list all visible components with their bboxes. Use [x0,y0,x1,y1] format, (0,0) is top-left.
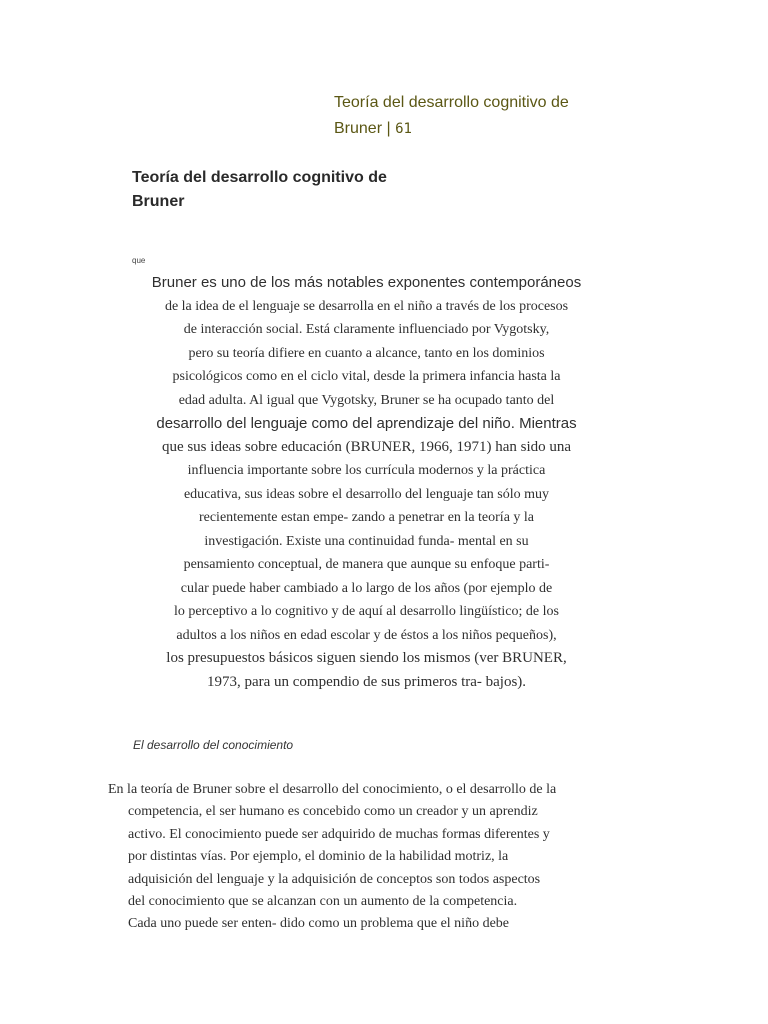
paragraph-1-line: que sus ideas sobre educación (BRUNER, 1966, 1971) han sido una [161,438,572,455]
paragraph-1-line: los presupuestos básicos siguen siendo los mismos (ver BRUNER, [166,650,567,666]
paragraph-1-line: recientemente estan empe- zando a penetrar en la teoría y la [198,510,535,525]
paragraph-2-line: por distintas vías. Por ejemplo, el dominio de la habilidad motriz, la [128,849,509,865]
paragraph-2-line: competencia, el ser humano es concebido como un creador y un aprendiz [128,804,538,820]
running-head [334,90,634,142]
running-head-title: Teoría del desarrollo cognitivo de [334,94,569,111]
paragraph-2-line: En la teoría de Bruner sobre el desarrollo del conocimiento, o el desarrollo de la [108,782,557,797]
running-head-separator: | [386,120,391,137]
paragraph-1-line: psicológicos como en el ciclo vital, desde la primera infancia hasta la [172,369,561,384]
paragraph-2 [108,779,604,936]
paragraph-2-line: del conocimiento que se alcanzan con un aumento de la competencia. [128,894,518,910]
fragment-text: que [132,256,146,265]
paragraph-2-line: adquisición del lenguaje y la adquisición de conceptos son todos aspectos [128,871,541,887]
running-head-line2 [334,116,634,142]
paragraph-1-line: Bruner es uno de los más notables exponentes contemporáneos [151,274,582,291]
paragraph-1-line: educativa, sus ideas sobre el desarrollo del lenguaje tan sólo muy [183,486,550,502]
chapter-title-line1: Teoría del desarrollo cognitivo de [132,169,387,186]
paragraph-1 [128,271,605,694]
running-head-title-2: Bruner [334,120,383,137]
paragraph-1-line: 1973, para un compendio de sus primeros tra- bajos). [206,673,527,690]
paragraph-1-line: adultos a los niños en edad escolar y de éstos a los niños pequeños), [176,627,557,643]
paragraph-1-line: de la idea de el lenguaje se desarrolla en el niño a través de los procesos [164,298,569,314]
chapter-title-line2: Bruner [132,193,185,210]
paragraph-1-line: edad adulta. Al igual que Vygotsky, Bruner se ha ocupado tanto del [178,392,555,408]
paragraph-2-line: activo. El conocimiento puede ser adquirido de muchas formas diferentes y [128,826,550,842]
chapter-title [132,166,492,214]
paragraph-1-line: investigación. Existe una continuidad funda- mental en su [204,533,529,549]
paragraph-1-line: lo perceptivo a lo cognitivo y de aquí al desarrollo lingüístico; de los [174,604,559,619]
section-heading: El desarrollo del conocimiento [133,738,294,752]
page-number: 61 [395,121,412,137]
paragraph-2-line: Cada uno puede ser enten- dido como un problema que el niño debe [128,916,509,932]
paragraph-1-line: pero su teoría difiere en cuanto a alcance, tanto en los dominios [188,345,545,361]
paragraph-1-line: desarrollo del lenguaje como del aprendizaje del niño. Mientras [156,415,577,432]
paragraph-1-line: cular puede haber cambiado a lo largo de los años (por ejemplo de [180,580,553,596]
paragraph-1-line: influencia importante sobre los currícula modernos y la práctica [187,463,546,478]
paragraph-1-line: pensamiento conceptual, de manera que aunque su enfoque parti- [183,557,550,572]
paragraph-1-line: de interacción social. Está claramente influenciado por Vygotsky, [183,322,550,337]
